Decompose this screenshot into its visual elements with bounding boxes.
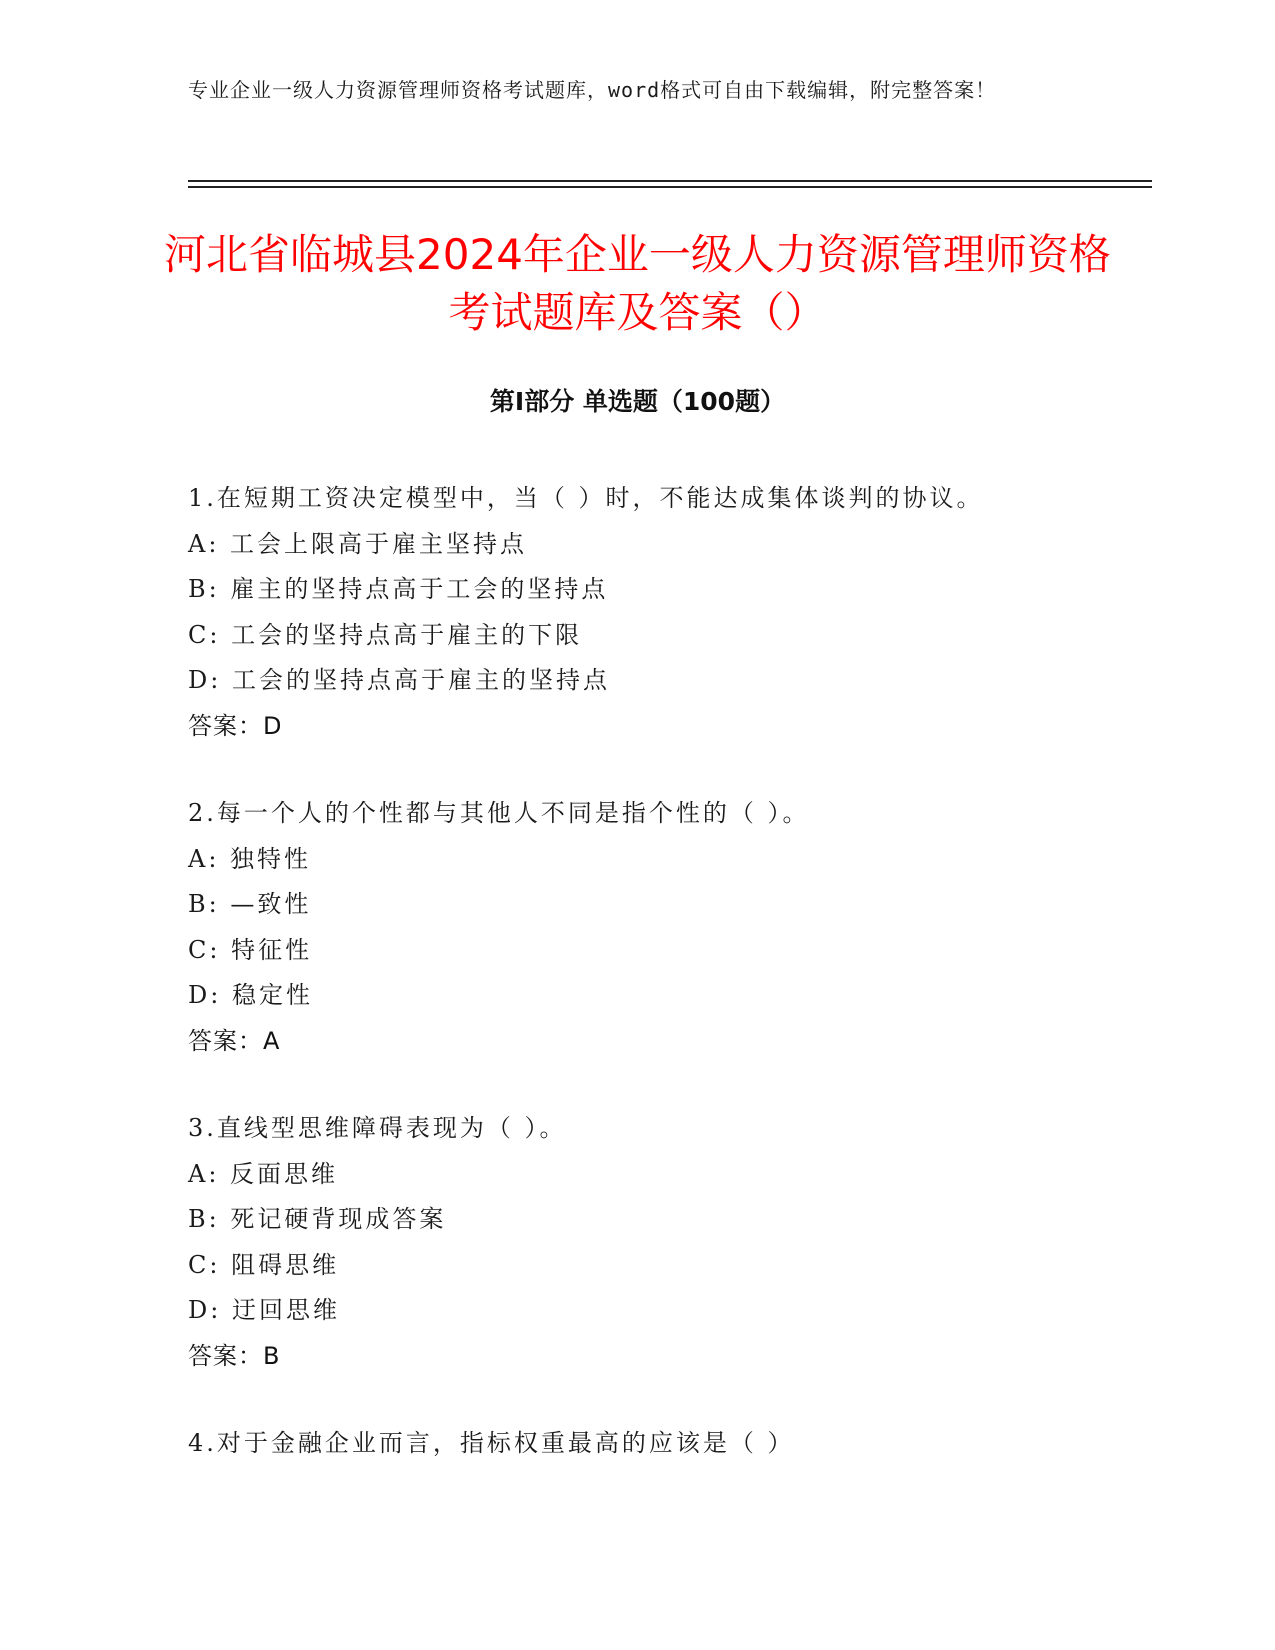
header-divider-bottom	[188, 186, 1152, 188]
option-a: A: 工会上限高于雇主坚持点	[188, 529, 528, 558]
option-b: B: 雇主的坚持点高于工会的坚持点	[188, 575, 609, 603]
option-a: A: 独特性	[188, 844, 312, 873]
answer: 答案：D	[188, 711, 283, 740]
option-d: D: 迂回思维	[188, 1296, 340, 1324]
question-stem: 1.在短期工资决定模型中，当（ ）时，不能达成集体谈判的协议。	[188, 484, 984, 512]
option-c: C: 工会的坚持点高于雇主的下限	[188, 620, 583, 649]
option-b: B: 死记硬背现成答案	[188, 1205, 447, 1233]
option-a: A: 反面思维	[188, 1159, 339, 1188]
option-b: B: —致性	[188, 890, 312, 918]
document-title: 河北省临城县2024年企业一级人力资源管理师资格考试题库及答案（）	[164, 230, 1111, 337]
question-item	[188, 791, 1148, 1064]
option-c: C: 阻碍思维	[188, 1250, 340, 1279]
question-stem: 4.对于金融企业而言，指标权重最高的应该是（ ）	[188, 1429, 795, 1457]
answer: 答案：A	[188, 1026, 281, 1055]
answer: 答案：B	[188, 1341, 281, 1370]
option-d: D: 工会的坚持点高于雇主的坚持点	[188, 666, 610, 694]
header-divider-top	[188, 180, 1152, 182]
question-item	[188, 1106, 1148, 1379]
question-item	[188, 1421, 1148, 1467]
question-stem: 2.每一个人的个性都与其他人不同是指个性的（ ）。	[188, 799, 810, 827]
option-d: D: 稳定性	[188, 981, 313, 1009]
section-heading: 第Ⅰ部分 单选题（100题）	[489, 387, 786, 416]
option-c: C: 特征性	[188, 935, 313, 964]
question-item	[188, 476, 1148, 749]
question-list	[188, 476, 1148, 1509]
header-note: 专业企业一级人力资源管理师资格考试题库，word格式可自由下载编辑，附完整答案！	[188, 78, 997, 102]
question-stem: 3.直线型思维障碍表现为（ ）。	[188, 1114, 567, 1142]
